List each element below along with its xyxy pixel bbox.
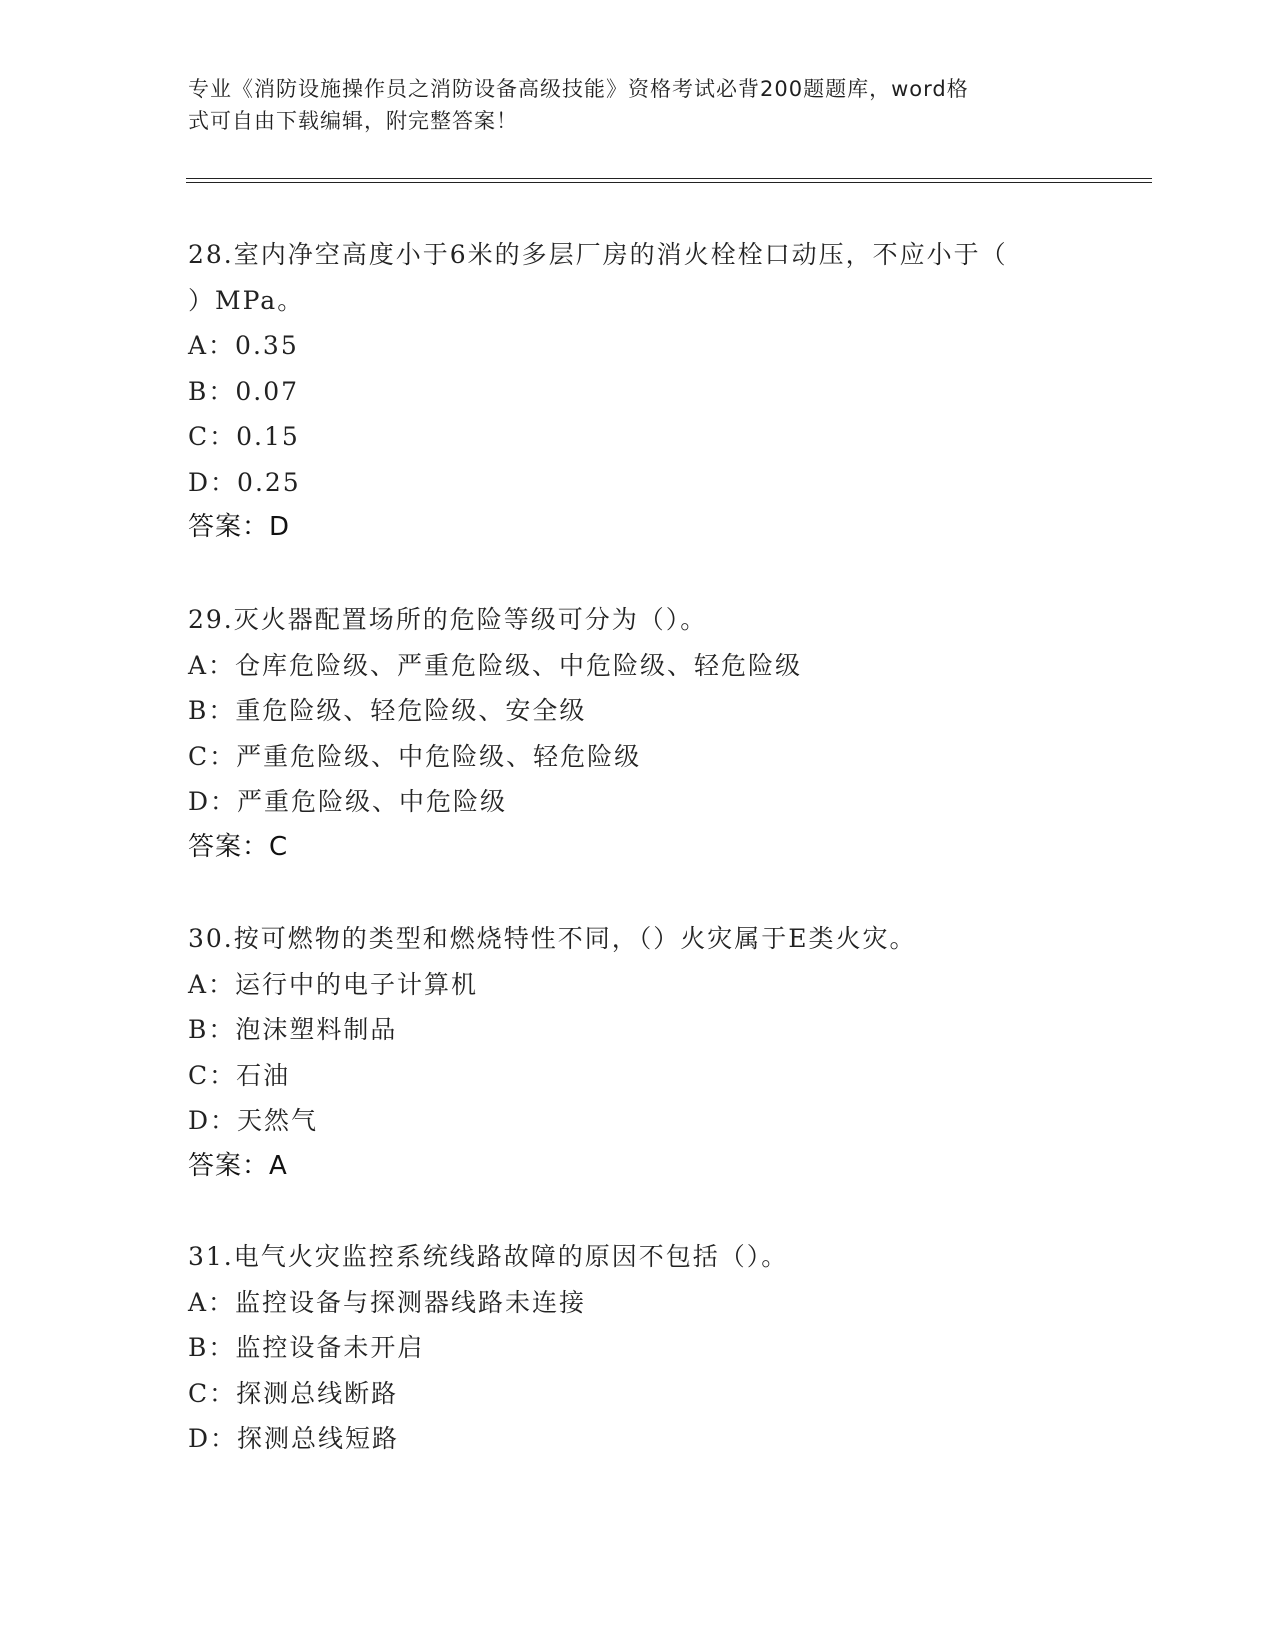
question-31 [188, 1234, 1088, 1462]
question-30 [188, 916, 1088, 1189]
option-b: B：泡沫塑料制品 [188, 1015, 398, 1044]
option-a: A：监控设备与探测器线路未连接 [188, 1287, 587, 1317]
option-c: C：严重危险级、中危险级、轻危险级 [188, 741, 642, 771]
question-stem: 28.室内净空高度小于6米的多层厂房的消火栓栓口动压，不应小于（ [188, 240, 1008, 269]
question-stem: 31.电气火灾监控系统线路故障的原因不包括（）。 [188, 1242, 789, 1271]
header-divider-top [186, 178, 1152, 179]
option-c: C：0.15 [188, 422, 300, 451]
question-stem: 29.灭火器配置场所的危险等级可分为（）。 [188, 605, 708, 634]
option-d: D：严重危险级、中危险级 [188, 787, 508, 816]
header-line-2: 式可自由下载编辑，附完整答案！ [188, 109, 518, 133]
header-divider-bottom [186, 182, 1152, 183]
question-stem: 30.按可燃物的类型和燃烧特性不同，（）火灾属于E类火灾。 [188, 924, 917, 953]
answer-key: 答案：C [188, 831, 289, 862]
option-d: D：天然气 [188, 1106, 319, 1135]
option-b: B：重危险级、轻危险级、安全级 [188, 696, 587, 725]
option-d: D：0.25 [188, 467, 301, 497]
answer-key: 答案：D [188, 512, 291, 542]
answer-key: 答案：A [188, 1150, 288, 1181]
question-29 [188, 597, 1088, 870]
option-b: B：监控设备未开启 [188, 1333, 425, 1362]
option-a: A：0.35 [188, 331, 299, 360]
option-a: A：仓库危险级、严重危险级、中危险级、轻危险级 [188, 650, 803, 680]
option-a: A：运行中的电子计算机 [188, 969, 479, 999]
option-b: B：0.07 [188, 376, 300, 406]
header-line-1: 专业《消防设施操作员之消防设备高级技能》资格考试必背200题题库，word格 [188, 77, 969, 101]
option-d: D：探测总线短路 [188, 1424, 400, 1453]
question-stem-continued: ）MPa。 [188, 285, 305, 315]
option-c: C：石油 [188, 1060, 291, 1090]
option-c: C：探测总线断路 [188, 1378, 399, 1408]
document-header [188, 73, 1078, 137]
question-28 [188, 232, 1088, 551]
